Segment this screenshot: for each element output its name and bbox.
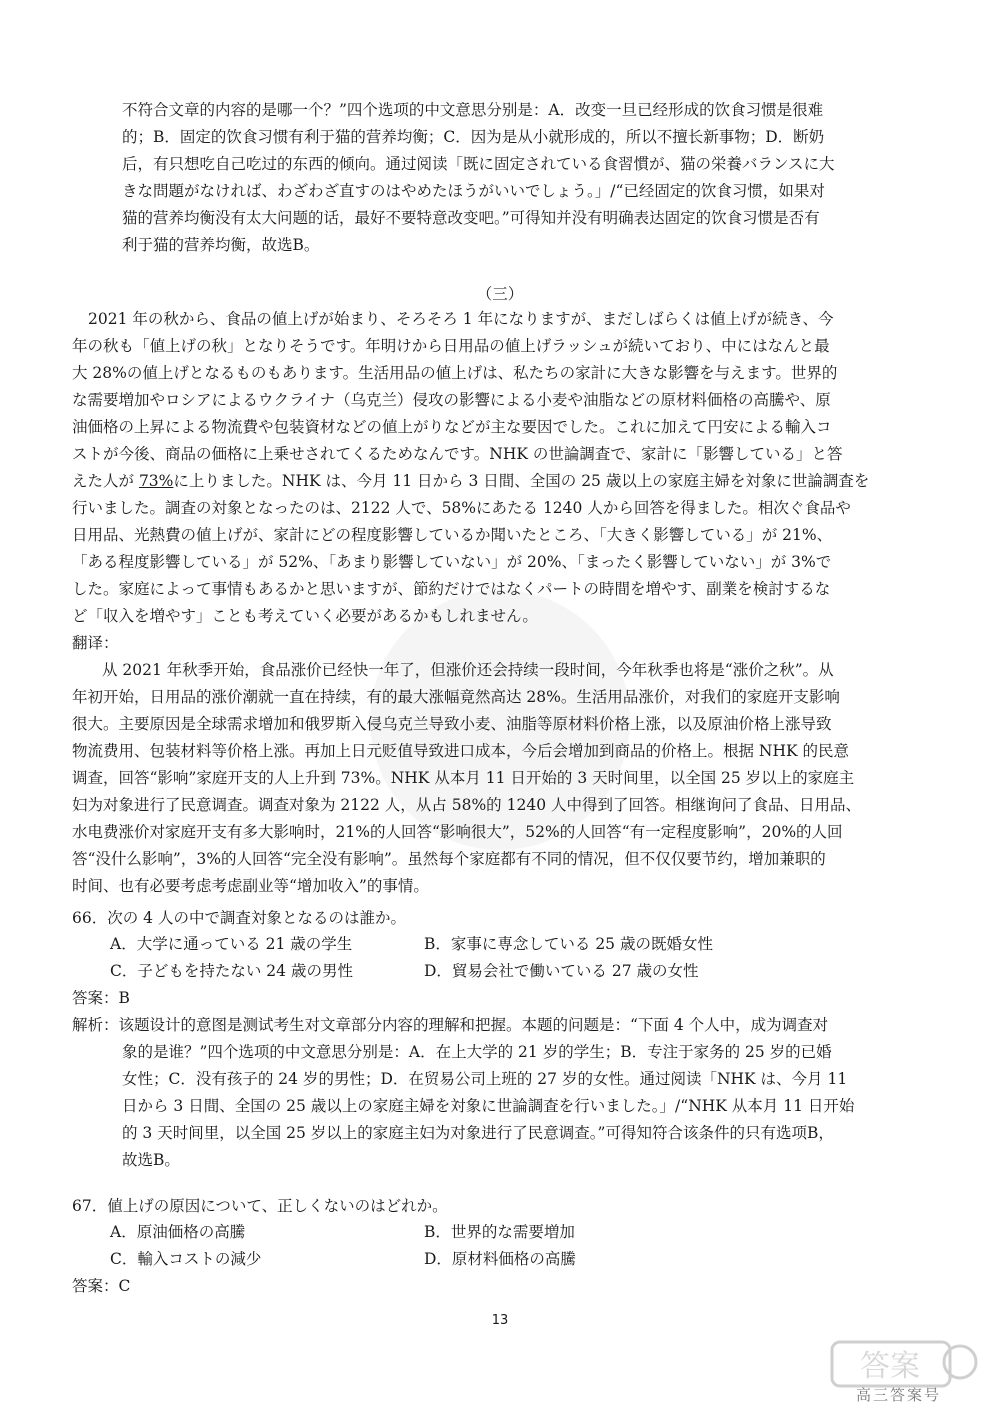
- question-text: 66．次の 4 人の中で調査対象となるのは誰か。: [72, 909, 406, 927]
- question-text: 67．値上げの原因について、正しくないのはどれか。: [72, 1197, 448, 1215]
- text-line: 的 3 天时间里，以全国 25 岁以上的家庭主妇为对象进行了民意调查。”可得知符合该条件的只有选项B，: [122, 1124, 834, 1142]
- answer-text: 答案：B: [72, 989, 130, 1007]
- text-line: 后，有只想吃自己吃过的东西的倾向。通过阅读「既に固定されている食習慣が、猫の栄養バランスに大: [122, 155, 835, 173]
- reading-passage: [72, 306, 930, 630]
- section-title-text: （三）: [476, 285, 524, 303]
- text-line: 日用品、光熱費の値上げが、家計にどの程度影響しているか聞いたところ、「大きく影響している」が 21%、: [72, 526, 833, 544]
- text-segment: えた人が: [72, 472, 139, 490]
- text-line: 的；B．固定的饮食习惯有利于猫的营养均衡；C．因为是从小就形成的，所以不擅长新事物；D．断奶: [122, 128, 825, 146]
- text-segment: に上りました。NHK は、今月 11 日から 3 日間、全国の 25 歳以上の家庭主婦を対象に世論調査を: [173, 472, 870, 490]
- option-c: C．輸入コストの減少: [110, 1250, 262, 1268]
- text-line: 调查，回答“影响”家庭开支的人上升到 73%。NHK 从本月 11 日开始的 3 天时间里，以全国 25 岁以上的家庭主: [72, 769, 855, 787]
- section-title: [0, 281, 1000, 308]
- option-a: A．原油価格の高騰: [110, 1223, 246, 1241]
- text-line: 解析：该题设计的意图是测试考生对文章部分内容的理解和把握。本题的问题是：“下面 4 个人中，成为调查对: [72, 1016, 829, 1034]
- text-line: な需要増加やロシアによるウクライナ（乌克兰）侵攻の影響による小麦や油脂などの原材料価格の高騰や、原: [72, 391, 831, 409]
- translation-section: [72, 630, 930, 900]
- text-line: 很大。主要原因是全球需求增加和俄罗斯入侵乌克兰导致小麦、油脂等原材料价格上涨，以及原油价格上涨导致: [72, 715, 832, 733]
- explanation-66: [72, 1012, 930, 1174]
- answer-66: [72, 985, 930, 1012]
- text-line: 2021 年の秋から、食品の値上げが始まり、そろそろ 1 年になりますが、まだしばらくは値上げが続き、今: [88, 310, 834, 328]
- text-line: 时间、也有必要考虑考虑副业等“增加收入”的事情。: [72, 877, 429, 895]
- text-line: 答“没什么影响”，3%的人回答“完全没有影响”。虽然每个家庭都有不同的情况，但不仅仅要节约，增加兼职的: [72, 850, 826, 868]
- question-67-options: [110, 1219, 910, 1275]
- text-line: 年の秋も「値上げの秋」となりそうです。年明けから日用品の値上げラッシュが続いており、中にはなんと最: [72, 337, 830, 355]
- text-line: した。家庭によって事情もあるかと思いますが、節約だけではなくパートの時間を増やす、副業を検討するな: [72, 580, 831, 598]
- option-d: D．貿易会社で働いている 27 歳の女性: [424, 962, 699, 980]
- text-line: 故选B。: [122, 1151, 180, 1169]
- text-line: きな問題がなければ、わざわざ直すのはやめたほうがいいでしょう。」/“已经固定的饮食习惯，如果对: [122, 182, 825, 200]
- text-line: 利于猫的营养均衡，故选B。: [122, 236, 320, 254]
- text-line: 不符合文章的内容的是哪一个？”四个选项的中文意思分别是：A．改变一旦已经形成的饮食习惯是很难: [122, 101, 824, 119]
- option-b: B．家事に専念している 25 歳の既婚女性: [424, 935, 713, 953]
- option-a: A．大学に通っている 21 歳の学生: [110, 935, 353, 953]
- text-line: 大 28%の値上げとなるものもあります。生活用品の値上げは、私たちの家計に大きな影響を与えます。世界的: [72, 364, 838, 382]
- underlined-percentage: 73%: [138, 472, 174, 490]
- text-line: ど「収入を増やす」ことも考えていく必要があるかもしれません。: [72, 607, 538, 625]
- text-line: 妇为对象进行了民意调查。调查对象为 2122 人，从占 58%的 1240 人中得到了回答。相继询问了食品、日用品、: [72, 796, 861, 814]
- text-line: 「ある程度影響している」が 52%、「あまり影響していない」が 20%、「まったく影響していない」が 3%で: [72, 553, 832, 571]
- page-number: 13: [491, 1313, 509, 1328]
- text-line: 行いました。調査の対象となったのは、2122 人で、58%にあたる 1240 人から回答を得ました。相次ぐ食品や: [72, 499, 851, 517]
- question-66-options: [110, 931, 910, 987]
- svg-text:答案: 答案: [860, 1349, 920, 1384]
- text-line: 物流费用、包装材料等价格上涨。再加上日元贬值导致进口成本，今后会增加到商品的价格上。根据 NHK 的民意: [72, 742, 850, 760]
- question-67: [72, 1193, 930, 1220]
- option-d: D．原材料価格の高騰: [424, 1250, 576, 1268]
- answer-67: [72, 1273, 930, 1300]
- translation-label: 翻译：: [72, 634, 119, 652]
- text-line: 猫的营养均衡没有太大问题的话，最好不要特意改变吧。”可得知并没有明确表达固定的饮食习惯是否有: [122, 209, 820, 227]
- text-line: 象的是谁？”四个选项的中文意思分别是：A．在上大学的 21 岁的学生；B．专注于家务的 25 岁的已婚: [122, 1043, 832, 1061]
- previous-explanation: [122, 97, 930, 259]
- text-line: [72, 468, 930, 495]
- option-c: C．子どもを持たない 24 歳の男性: [110, 962, 353, 980]
- logo-caption: 高三答案号: [856, 1386, 942, 1404]
- option-b: B．世界的な需要増加: [424, 1223, 575, 1241]
- answer-text: 答案：C: [72, 1277, 131, 1295]
- text-line: 油価格の上昇による物流費や包装資材などの値上がりなどが主な要因でした。これに加えて円安による輸入コ: [72, 418, 832, 436]
- text-line: ストが今後、商品の価格に上乗せされてくるためなんです。NHK の世論調査で、家計に「影響している」と答: [72, 445, 843, 463]
- text-line: 年初开始，日用品的涨价潮就一直在持续，有的最大涨幅竟然高达 28%。生活用品涨价，对我们的家庭开支影响: [72, 688, 840, 706]
- text-line: 从 2021 年秋季开始，食品涨价已经快一年了，但涨价还会持续一段时间，今年秋季也将是“涨价之秋”。从: [102, 661, 834, 679]
- text-line: 日から 3 日間、全国の 25 歳以上の家庭主婦を対象に世論調査を行いました。」/“NHK 从本月 11 日开始: [122, 1097, 855, 1115]
- question-66: [72, 905, 930, 932]
- text-line: 女性；C．没有孩子的 24 岁的男性；D．在贸易公司上班的 27 岁的女性。通过阅读「NHK は、今月 11: [122, 1070, 848, 1088]
- text-line: 水电费涨价对家庭开支有多大影响时，21%的人回答“影响很大”，52%的人回答“有一定程度影响”，20%的人回: [72, 823, 843, 841]
